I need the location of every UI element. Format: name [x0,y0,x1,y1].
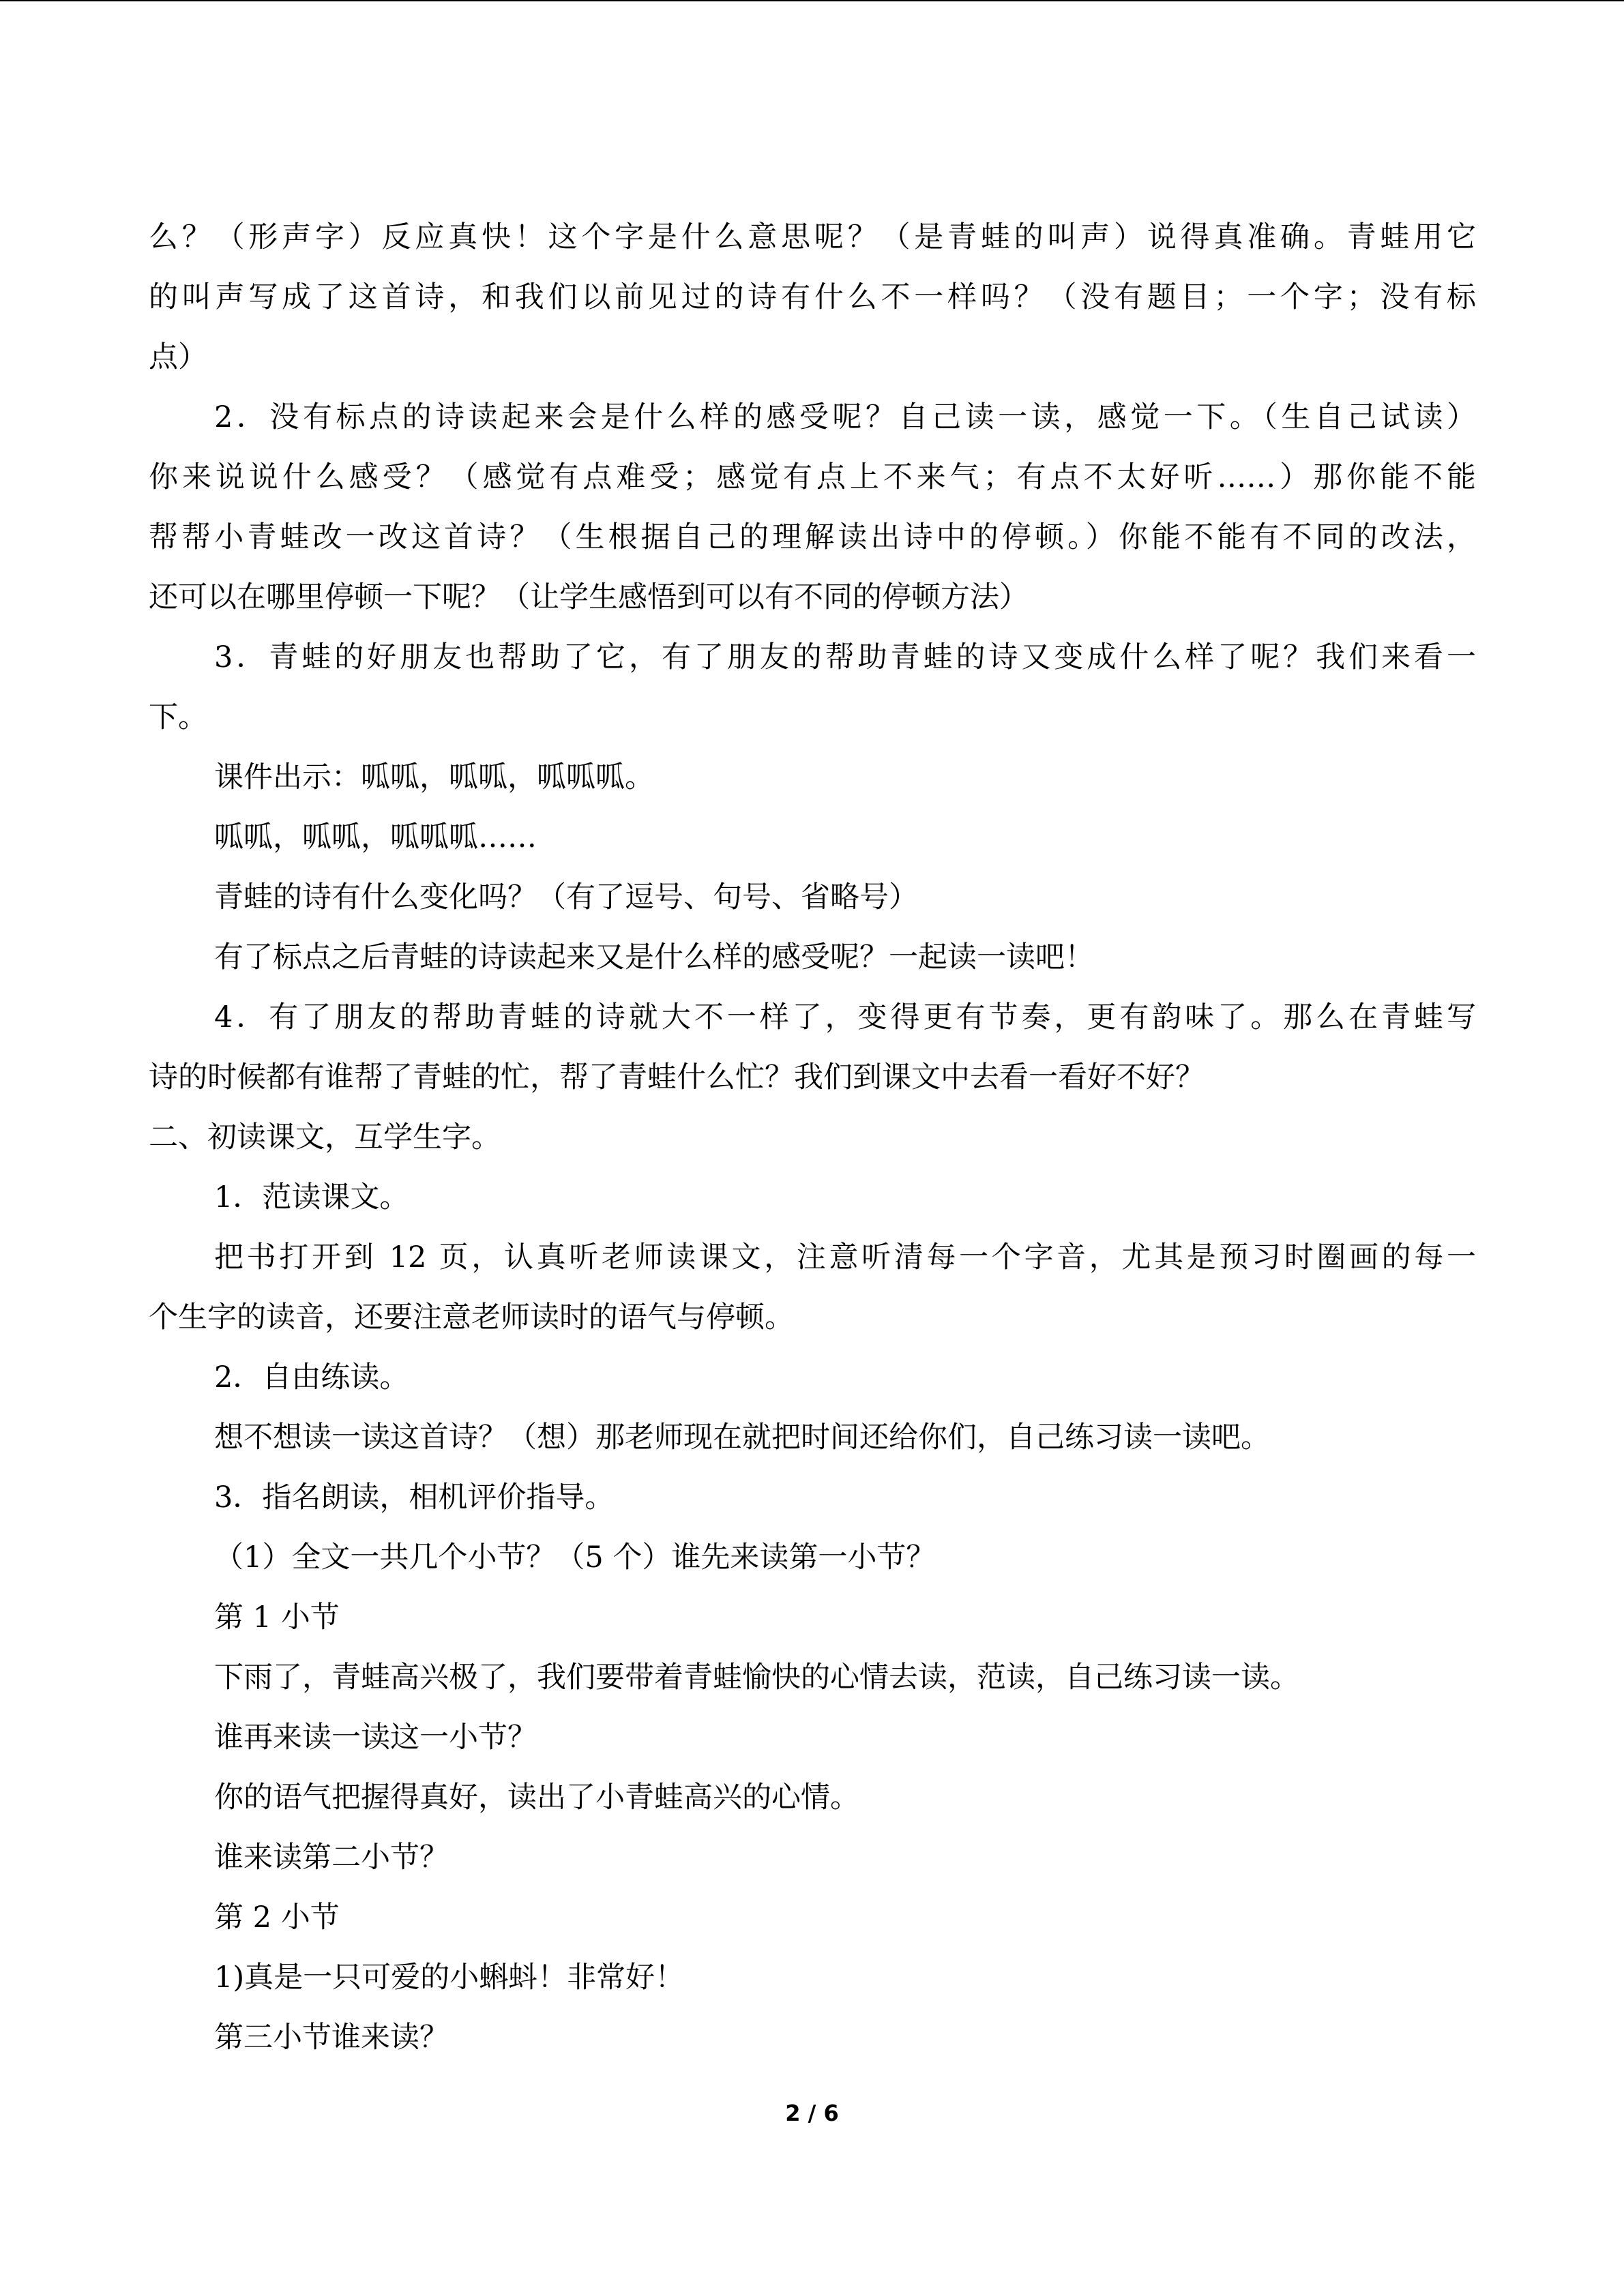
text-line: 3．指名朗读，相机评价指导。 [214,1480,615,1515]
text-line: 帮帮小青蛙改一改这首诗？（生根据自己的理解读出诗中的停顿。）你能不能有不同的改法， [149,520,1476,554]
text-line: 有了标点之后青蛙的诗读起来又是什么样的感受呢？一起读一读吧！ [214,940,1094,974]
text-line: 你来说说什么感受？（感觉有点难受；感觉有点上不来气；有点不太好听……）那你能不能 [149,460,1476,494]
text-line: 个生字的读音，还要注意老师读时的语气与停顿。 [149,1300,794,1335]
text-line: 2．自由练读。 [214,1360,409,1395]
text-line: 1)真是一只可爱的小蝌蚪！非常好！ [214,1960,685,1995]
text-line: 点） [149,340,207,374]
text-line: （1）全文一共几个小节？（5 个）谁先来读第一小节？ [214,1540,936,1575]
text-line: 课件出示：呱呱，呱呱，呱呱呱。 [214,760,654,794]
text-line: 下雨了，青蛙高兴极了，我们要带着青蛙愉快的心情去读，范读，自己练习读一读。 [214,1660,1299,1695]
text-line: 第 2 小节 [214,1900,340,1935]
text-line: 谁来读第二小节？ [214,1840,449,1875]
text-line: 你的语气把握得真好，读出了小青蛙高兴的心情。 [214,1780,859,1815]
document-body [149,207,1476,2068]
text-line: 2．没有标点的诗读起来会是什么样的感受呢？自己读一读，感觉一下。（生自己试读） [214,400,1476,434]
text-line: 诗的时候都有谁帮了青蛙的忙，帮了青蛙什么忙？我们到课文中去看一看好不好？ [149,1060,1205,1094]
text-line: 1．范读课文。 [214,1180,409,1214]
text-line: 把书打开到 12 页，认真听老师读课文，注意听清每一个字音，尤其是预习时圈画的每一 [214,1240,1476,1274]
text-line: 4．有了朋友的帮助青蛙的诗就大不一样了，变得更有节奏，更有韵味了。那么在青蛙写 [214,1000,1476,1034]
text-line: 的叫声写成了这首诗，和我们以前见过的诗有什么不一样吗？（没有题目；一个字；没有标 [149,280,1476,314]
text-line: 么？（形声字）反应真快！这个字是什么意思呢？（是青蛙的叫声）说得真准确。青蛙用它 [149,220,1476,254]
text-line: 第 1 小节 [214,1600,340,1635]
page-number: 2 / 6 [785,2100,839,2126]
text-line: 下。 [149,700,207,734]
text-line: 二、初读课文，互学生字。 [149,1120,501,1154]
text-line: 还可以在哪里停顿一下呢？（让学生感悟到可以有不同的停顿方法） [149,580,1029,614]
text-line: 谁再来读一读这一小节？ [214,1720,537,1755]
text-line: 想不想读一读这首诗？（想）那老师现在就把时间还给你们，自己练习读一读吧。 [214,1420,1270,1455]
text-line: 3．青蛙的好朋友也帮助了它，有了朋友的帮助青蛙的诗又变成什么样了呢？我们来看一 [214,640,1476,674]
text-line: 第三小节谁来读？ [214,2021,449,2055]
text-line: 呱呱，呱呱，呱呱呱…… [214,820,537,854]
text-line: 青蛙的诗有什么变化吗？（有了逗号、句号、省略号） [214,880,918,914]
